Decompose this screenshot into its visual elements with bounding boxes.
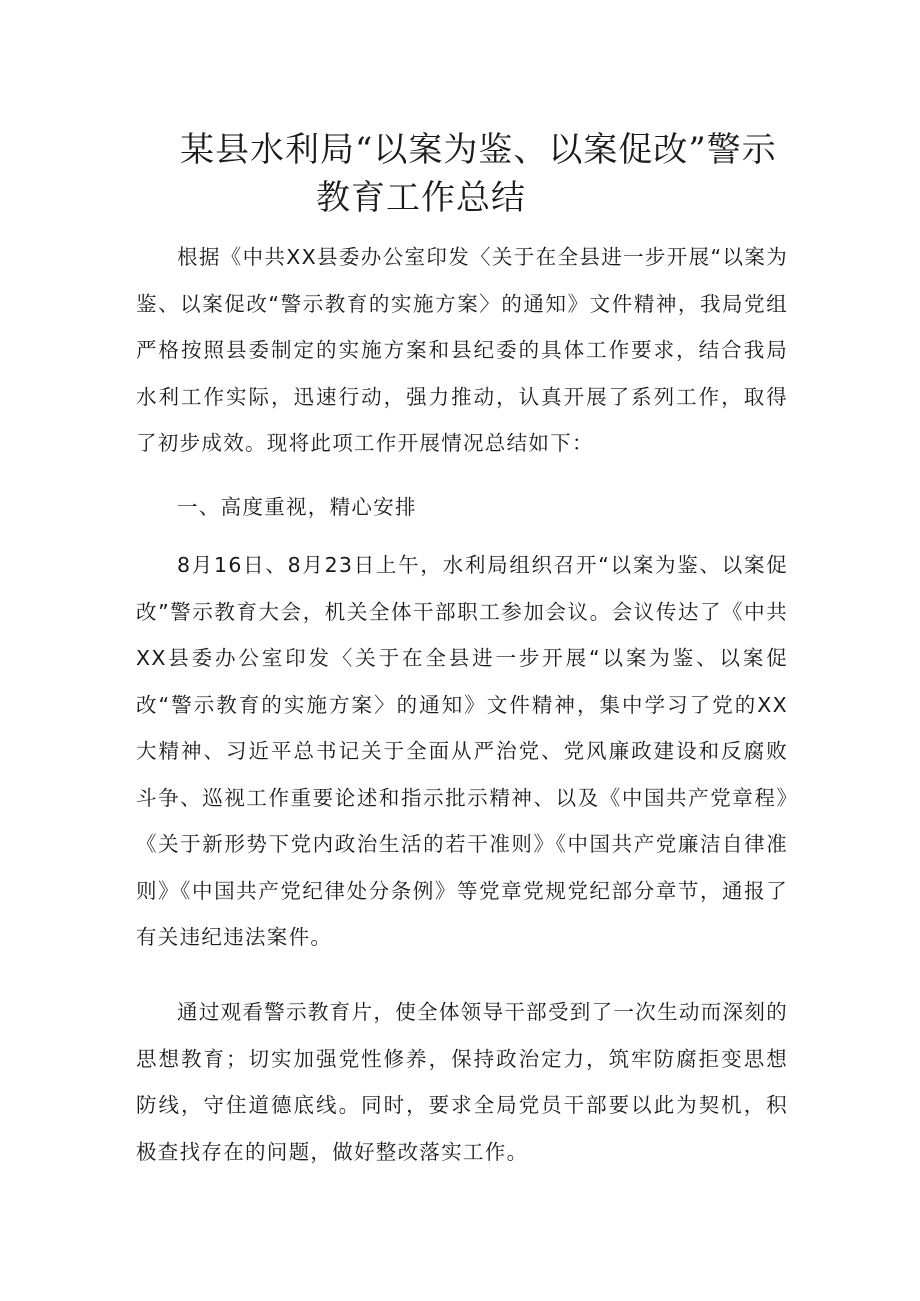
- document-title-line-2: 教育工作总结: [316, 178, 526, 218]
- meeting-paragraph: 8月16日、8月23日上午，水利局组织召开“以案为鉴、以案促改”警示教育大会，机关全体干部职工参加会议。会议传达了《中共XX县委办公室印发〈关于在全县进一步开展“以案为鉴、以案促改“警示教育的实施方案〉的通知》文件精神，集中学习了党的XX大精神、习近平总书记关于全面从严治党、党风廉政建设和反腐败斗争、巡视工作重要论述和指示批示精神、以及《中国共产党章程》《关于新形势下党内政治生活的若干准则》《中国共产党廉洁自律准则》《中国共产党纪律处分条例》等党章党规党纪部分章节，通报了有关违纪违法案件。: [136, 553, 788, 949]
- document-title-line-1: 某县水利局“以案为鉴、以案促改”警示: [180, 130, 777, 170]
- intro-paragraph: 根据《中共XX县委办公室印发〈关于在全县进一步开展“以案为鉴、以案促改“警示教育的实施方案〉的通知》文件精神，我局党组严格按照县委制定的实施方案和县纪委的具体工作要求，结合我局水利工作实际，迅速行动，强力推动，认真开展了系列工作，取得了初步成效。现将此项工作开展情况总结如下：: [136, 245, 788, 455]
- section-heading-1: 一、高度重视，精心安排: [177, 495, 417, 519]
- education-paragraph: 通过观看警示教育片，使全体领导干部受到了一次生动而深刻的思想教育；切实加强党性修养，保持政治定力，筑牢防腐拒变思想防线，守住道德底线。同时，要求全局党员干部要以此为契机，积极查找存在的问题，做好整改落实工作。: [136, 1000, 788, 1164]
